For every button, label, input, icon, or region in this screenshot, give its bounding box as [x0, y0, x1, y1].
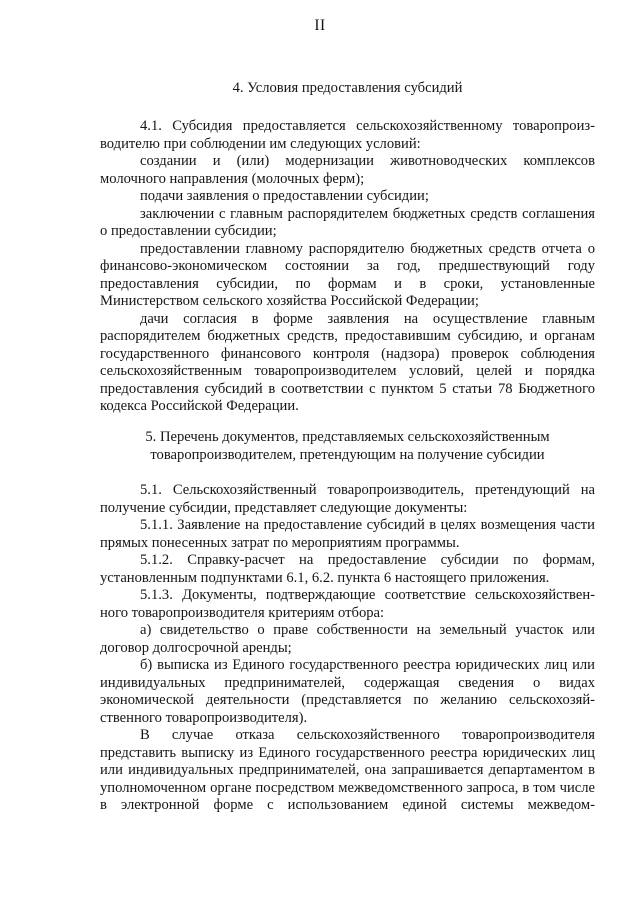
condition-consent: дачи согласия в форме заявления на осуществление главным распорядителем бюджетных средств, предоставившим субсидию, и органам государственного финансового контроля (надзора) проверок соблюдения сельскохозяйственным товаропроизводителем условий, целей и порядка предоставления субсидий в соответствии с пунктом 5 статьи 78 Бюджетного кодекса Российской Федерации.	[100, 310, 595, 414]
section-5-body	[100, 482, 595, 815]
paragraph-5-1-2: 5.1.2. Справку-расчет на предоставление субсидии по формам, установленным подпунктами 6.1, 6.2. пункта 6 настоящего приложения.	[100, 552, 595, 586]
condition-report: предоставлении главному распорядителю бюджетных средств отчета о финансово-экономическом состоянии за год, предшествующий году предоставления субсидии, по формам и в сроки, установленные Министерством сельского хозяйства Российской Федерации;	[100, 240, 595, 309]
paragraph-5-1-3: 5.1.3. Документы, подтверждающие соответствие сельскохозяйствен-ного товаропроизводителя критериям отбора:	[100, 587, 595, 621]
item-a-ownership: а) свидетельство о праве собственности на земельный участок или договор долгосрочной аренды;	[100, 622, 595, 656]
section-5-heading-line-1: 5. Перечень документов, представляемых сельскохозяйственным	[145, 429, 550, 445]
condition-application: подачи заявления о предоставлении субсидии;	[140, 188, 429, 204]
section-4-body	[100, 118, 595, 416]
paragraph-5-1: 5.1. Сельскохозяйственный товаропроизводитель, претендующий на получение субсидии, представляет следующие документы:	[100, 482, 595, 516]
paragraph-5-1-1: 5.1.1. Заявление на предоставление субсидий в целях возмещения части прямых понесенных затрат по мероприятиям программы.	[100, 517, 595, 551]
item-b-registry-extract: б) выписка из Единого государственного реестра юридических лиц или индивидуальных предпринимателей, содержащая сведения о видах экономической деятельности (представляется по желанию сельскохозяй-ственного товаропроизводителя).	[100, 657, 595, 726]
paragraph-4-1: 4.1. Субсидия предоставляется сельскохозяйственному товаропроиз-водителю при соблюдении им следующих условий:	[100, 118, 595, 152]
condition-modernization: создании и (или) модернизации животноводческих комплексов молочного направления (молочных ферм);	[100, 153, 595, 187]
condition-agreement: заключении с главным распорядителем бюджетных средств соглашения о предоставлении субсидии;	[100, 205, 595, 239]
page-number: II	[314, 17, 326, 34]
paragraph-refusal-case: В случае отказа сельскохозяйственного товаропроизводителя представить выписку из Единого государственного реестра юридических лиц или индивидуальных предпринимателей, она запрашивается департаментом в уполномоченном органе посредством межведомственного запроса, в том числе в электронной форме с использованием единой системы межведом-	[100, 727, 595, 813]
section-4-heading: 4. Условия предоставления субсидий	[232, 80, 463, 96]
section-5-heading	[100, 429, 595, 464]
section-5-heading-line-2: товаропроизводителем, претендующим на получение субсидии	[150, 446, 545, 463]
